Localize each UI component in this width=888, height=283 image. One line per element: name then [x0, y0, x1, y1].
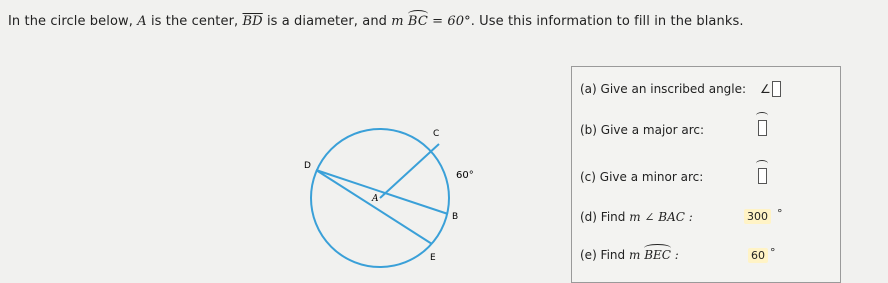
chord-de: [316, 170, 432, 244]
question-b-text: (b) Give a major arc:: [580, 123, 705, 137]
question-c-text: (c) Give a minor arc:: [580, 170, 704, 184]
diameter-line: [316, 170, 448, 214]
label-b: B: [452, 212, 459, 222]
answer-d-value[interactable]: 300: [744, 209, 771, 224]
question-e-colon: :: [674, 248, 679, 262]
instruction-text: . Use this information to fill in the blanks.: [470, 14, 744, 29]
question-a-text: (a) Give an inscribed angle:: [580, 82, 747, 96]
label-a: A: [372, 194, 379, 204]
question-e: [580, 248, 679, 262]
question-d-math: m ∠ BAC :: [629, 210, 693, 224]
question-e-m: m: [628, 248, 641, 262]
arc-bc: BC: [407, 14, 428, 29]
question-b: [580, 123, 704, 137]
major-arc-input[interactable]: [758, 120, 767, 136]
question-c: [580, 170, 703, 184]
intro-text: In the circle below,: [8, 14, 133, 29]
question-e-prefix: (e) Find: [580, 248, 626, 262]
diameter-segment: BD: [242, 14, 263, 29]
question-d-prefix: (d) Find: [580, 210, 626, 224]
question-e-arc: BEC: [644, 248, 671, 262]
angle-label: 60°: [456, 170, 474, 181]
circle-diagram: [296, 118, 486, 273]
radius-ac: [380, 144, 439, 198]
problem-statement: [8, 14, 744, 29]
answer-panel: [571, 66, 841, 283]
label-d: D: [304, 161, 311, 171]
center-text: is the center,: [150, 14, 239, 29]
angle-symbol: ∠: [760, 82, 771, 96]
measure-m: m: [391, 14, 404, 29]
minor-arc-input[interactable]: [758, 168, 767, 184]
question-a: [580, 82, 746, 96]
arc-value: = 60°: [432, 14, 471, 29]
answer-e-value[interactable]: 60: [748, 248, 768, 263]
center-var: A: [137, 14, 147, 29]
diameter-text: is a diameter, and: [266, 14, 388, 29]
answer-e-unit: °: [770, 246, 776, 259]
answer-d-unit: °: [777, 207, 783, 220]
label-e: E: [430, 253, 436, 263]
inscribed-angle-input[interactable]: [772, 81, 781, 97]
question-d: [580, 210, 693, 224]
label-c: C: [433, 129, 440, 139]
